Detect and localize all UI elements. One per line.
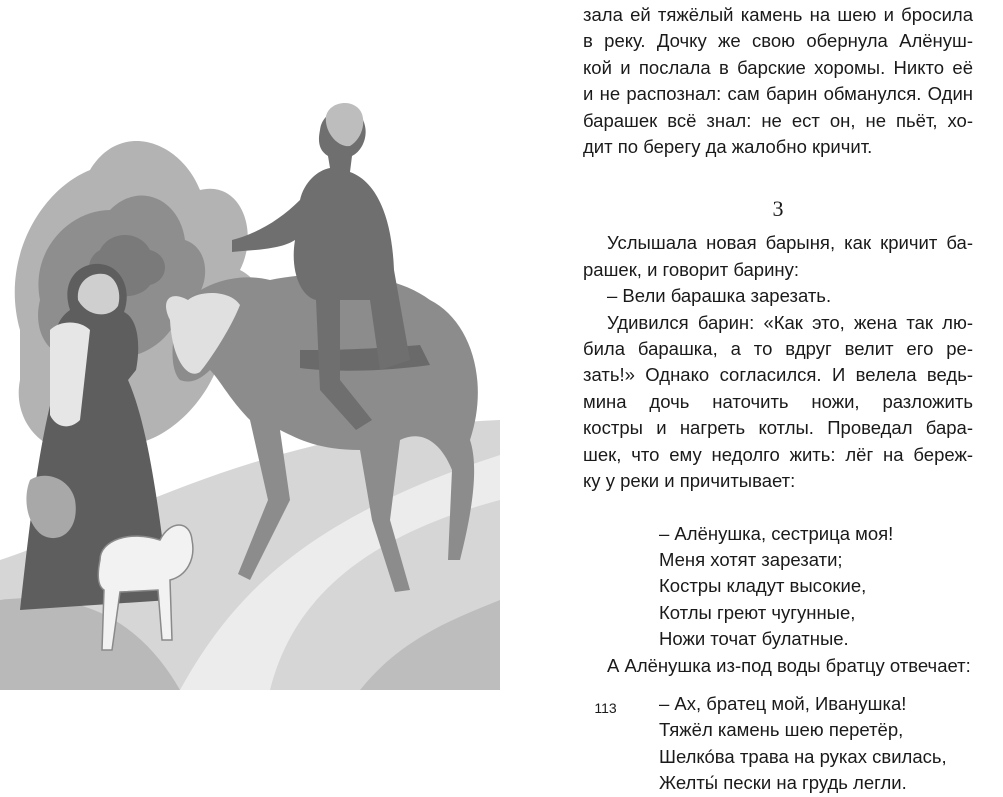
poem-line: Тяжёл камень шею перетёр, <box>659 719 904 741</box>
poem-line: Котлы греют чугунные, <box>659 601 856 623</box>
text-column <box>583 2 973 797</box>
text-line: костры и нагреть котлы. Проведал бара- <box>583 417 973 439</box>
text-line: била барашка, а то вдруг велит его ре- <box>583 338 973 360</box>
page-number-text: 113 <box>594 700 617 716</box>
opening-paragraph <box>583 2 973 160</box>
dialog-text: – Вели барашка зарезать. <box>607 285 832 307</box>
poem-line: Желты́ пески на грудь легли. <box>659 772 907 794</box>
poem-line: – Ах, братец мой, Иванушка! <box>659 692 907 714</box>
text-line: дит по берегу да жалобно кричит. <box>583 136 873 158</box>
text-line: барашек всё знал: не ест он, не пьёт, хо- <box>583 109 973 131</box>
poem-line: Меня хотят зарезати; <box>659 548 843 570</box>
poem-line: Костры кладут высокие, <box>659 575 867 597</box>
text-line: и не распознал: сам барин обманулся. Один <box>583 83 973 105</box>
text-line: шек, что ему недолго жить: лёг на береж- <box>583 443 973 465</box>
text-line: рашек, и говорит барину: <box>583 258 800 280</box>
text-line: кой и послала в барские хоромы. Никто её <box>583 56 973 78</box>
poem-line: Шелкóва трава на руках свилась, <box>659 745 947 767</box>
poem-line: – Алёнушка, сестрица моя! <box>659 522 894 544</box>
text-line: в реку. Дочку же свою обернула Алёнуш- <box>583 30 973 52</box>
page-number <box>0 700 1003 716</box>
poem-line: Ножи точат булатные. <box>659 628 849 650</box>
illustration-svg <box>0 0 500 690</box>
paragraph-2 <box>583 310 973 495</box>
after-poem-line: А Алёнушка из-под воды братцу отвечает: <box>607 654 971 676</box>
dialog-line-1 <box>583 283 973 309</box>
text-line: Услышала новая барыня, как кричит ба- <box>607 232 973 254</box>
paragraph-1 <box>583 230 973 283</box>
text-line: зала ей тяжёлый камень на шею и бросила <box>583 4 973 25</box>
text-line: зать!» Однако согласился. И велела ведь- <box>583 364 973 386</box>
text-line: мина дочь наточить ножи, разложить <box>583 390 973 412</box>
illustration <box>0 0 500 690</box>
text-line: ку у реки и причитывает: <box>583 470 796 492</box>
poem-1 <box>583 521 973 653</box>
chapter-number: 3 <box>772 196 784 222</box>
text-line: Удивился барин: «Как это, жена так лю- <box>607 311 973 333</box>
